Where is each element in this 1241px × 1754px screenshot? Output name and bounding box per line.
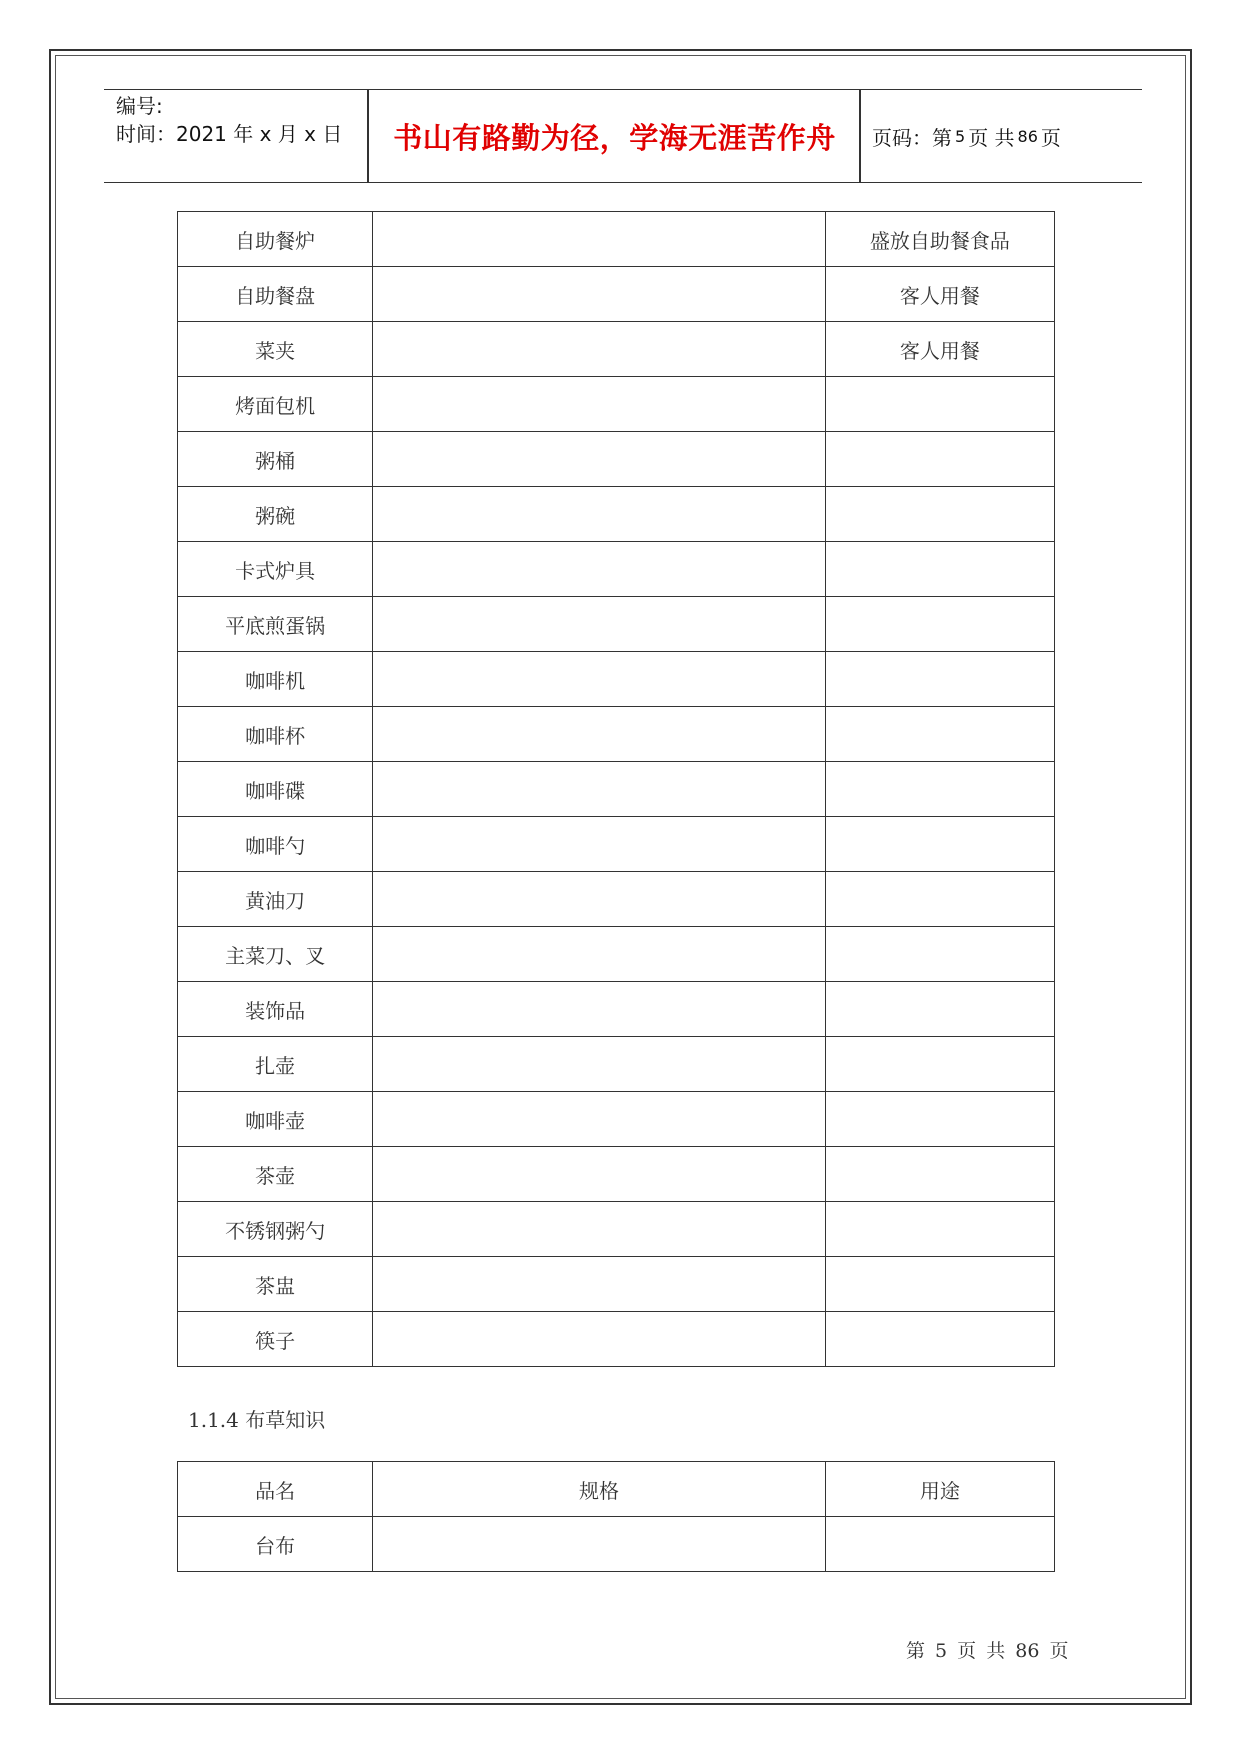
page-mid: 页 共 (968, 125, 1015, 150)
table-row (178, 1092, 1055, 1147)
cell-spec (373, 432, 826, 487)
cell-name: 主菜刀、叉 (178, 927, 373, 982)
cell-spec (373, 267, 826, 322)
table-row (178, 652, 1055, 707)
cell-use (825, 982, 1054, 1037)
cell-name: 自助餐炉 (178, 212, 373, 267)
cell-use (825, 1312, 1054, 1367)
header-cell-name: 品名 (178, 1462, 373, 1517)
cell-use (825, 762, 1054, 817)
cell-use (825, 652, 1054, 707)
cell-use (825, 817, 1054, 872)
cell-name: 平底煎蛋锅 (178, 597, 373, 652)
cell-use (825, 1517, 1054, 1572)
table-row (178, 817, 1055, 872)
table-row (178, 487, 1055, 542)
cell-use: 客人用餐 (825, 322, 1054, 377)
cell-name: 咖啡杯 (178, 707, 373, 762)
cell-name: 咖啡碟 (178, 762, 373, 817)
cell-spec (373, 707, 826, 762)
page-total: 86 (1017, 126, 1038, 146)
cell-use (825, 597, 1054, 652)
header-meta (116, 92, 342, 148)
cell-use: 盛放自助餐食品 (825, 212, 1054, 267)
cell-spec (373, 1517, 826, 1572)
cell-name: 粥桶 (178, 432, 373, 487)
table-row (178, 762, 1055, 817)
page-footer: 第 5 页 共 86 页 (906, 1640, 1069, 1662)
cell-name: 菜夹 (178, 322, 373, 377)
table-row (178, 1257, 1055, 1312)
cell-name: 筷子 (178, 1312, 373, 1367)
cell-name: 卡式炉具 (178, 542, 373, 597)
cell-use (825, 1257, 1054, 1312)
cell-spec (373, 927, 826, 982)
cell-use (825, 1147, 1054, 1202)
cell-use (825, 927, 1054, 982)
table-row (178, 432, 1055, 487)
cell-spec (373, 597, 826, 652)
cell-name: 扎壶 (178, 1037, 373, 1092)
cell-spec (373, 212, 826, 267)
cell-spec (373, 487, 826, 542)
header-number-label: 编号: (116, 94, 163, 118)
cell-use (825, 542, 1054, 597)
cell-name: 烤面包机 (178, 377, 373, 432)
cell-spec (373, 652, 826, 707)
page-header (104, 89, 1142, 183)
header-cell-spec: 规格 (373, 1462, 826, 1517)
table-row (178, 1037, 1055, 1092)
cell-use (825, 377, 1054, 432)
cell-use (825, 487, 1054, 542)
header-motto: 书山有路勤为径，学海无涯苦作舟 (393, 120, 836, 155)
cell-spec (373, 1147, 826, 1202)
cell-name: 台布 (178, 1517, 373, 1572)
cell-name: 咖啡勺 (178, 817, 373, 872)
table-row (178, 597, 1055, 652)
cell-spec (373, 322, 826, 377)
header-divider (859, 90, 861, 182)
table-row (178, 707, 1055, 762)
header-page-number (872, 90, 1061, 182)
cell-use (825, 1092, 1054, 1147)
table-row (178, 322, 1055, 377)
cell-use (825, 707, 1054, 762)
table-row (178, 1517, 1055, 1572)
cell-name: 自助餐盘 (178, 267, 373, 322)
cell-spec (373, 817, 826, 872)
cell-spec (373, 872, 826, 927)
cell-spec (373, 1312, 826, 1367)
cell-name: 咖啡壶 (178, 1092, 373, 1147)
cell-use (825, 1037, 1054, 1092)
page-suffix: 页 (1040, 125, 1061, 150)
cell-spec (373, 762, 826, 817)
page-prefix: 页码：第 (872, 125, 952, 150)
table-row (178, 1312, 1055, 1367)
table-row (178, 1202, 1055, 1257)
table-row (178, 377, 1055, 432)
table-row (178, 927, 1055, 982)
header-cell-use: 用途 (825, 1462, 1054, 1517)
equipment-table (177, 211, 1055, 1367)
cell-use (825, 432, 1054, 487)
cell-name: 茶盅 (178, 1257, 373, 1312)
cell-spec (373, 1202, 826, 1257)
cell-spec (373, 542, 826, 597)
cell-name: 不锈钢粥勺 (178, 1202, 373, 1257)
cell-spec (373, 1037, 826, 1092)
cell-spec (373, 1092, 826, 1147)
table-row (178, 872, 1055, 927)
linen-table (177, 1461, 1055, 1572)
table-row (178, 1147, 1055, 1202)
table-row (178, 542, 1055, 597)
cell-spec (373, 982, 826, 1037)
cell-spec (373, 1257, 826, 1312)
cell-use: 客人用餐 (825, 267, 1054, 322)
section-title: 1.1.4 布草知识 (188, 1408, 326, 1432)
cell-name: 茶壶 (178, 1147, 373, 1202)
header-time-label: 时间：2021 年 x 月 x 日 (116, 122, 343, 146)
page-current: 5 (955, 126, 966, 146)
cell-use (825, 1202, 1054, 1257)
table-row (178, 267, 1055, 322)
cell-use (825, 872, 1054, 927)
table-row (178, 982, 1055, 1037)
table-header-row (178, 1462, 1055, 1517)
cell-spec (373, 377, 826, 432)
cell-name: 粥碗 (178, 487, 373, 542)
cell-name: 黄油刀 (178, 872, 373, 927)
cell-name: 装饰品 (178, 982, 373, 1037)
cell-name: 咖啡机 (178, 652, 373, 707)
table-row (178, 212, 1055, 267)
header-divider (367, 90, 369, 182)
